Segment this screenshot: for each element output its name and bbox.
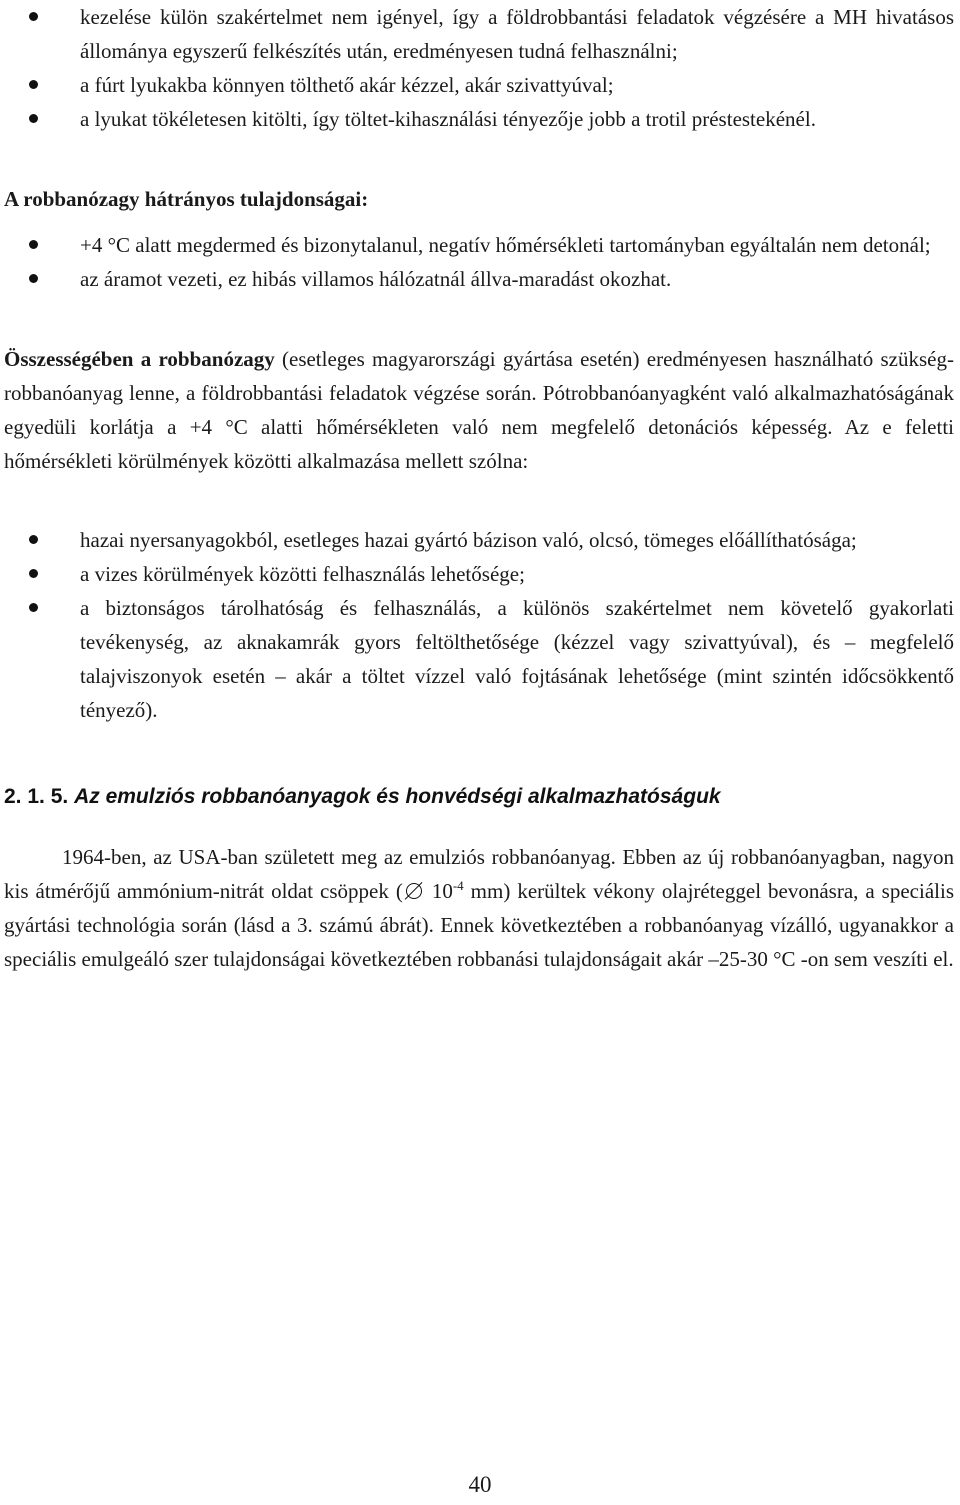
emulsion-text-part1: 1964-ben, az USA-ban született meg az emulziós robbanóanyag. Ebben az új robbanóanyagban, nagyon kis átmérőjű ammónium-nitrát oldat csöppek ( [4,845,954,903]
disadvantages-heading: A robbanózagy hátrányos tulajdonságai: [4,187,369,211]
section-heading [4,785,721,809]
list-item: a biztonságos tárolhatóság és felhasználás, a különös szakértelmet nem követelő gyakorlati tevékenység, az aknakamrák gyors feltölthetősége (kézzel vagy szivattyúval), és – megfelelő talajviszonyok esetén – akár a töltet vízzel való fojtásának lehetősége (mint szintén időcsökkentő tényező). [0,591,960,727]
summary-paragraph [0,342,960,478]
summary-bold-lead: Összességében a robbanózagy [4,347,275,371]
emulsion-value: 10 [424,879,453,903]
list-item: a lyukat tökéletesen kitölti, így töltet-kihasználási tényezője jobb a trotil préstestekénél. [0,102,960,136]
disadvantages-heading-block [0,182,960,216]
list-item: kezelése külön szakértelmet nem igényel, így a földrobbantási feladatok végzésére a MH hivatásos állománya egyszerű felkészítés után, eredményesen tudná felhasználni; [0,0,960,68]
section-number: 2. 1. 5. [4,785,69,808]
list-item: +4 °C alatt megdermed és bizonytalanul, negatív hőmérsékleti tartományban egyáltalán nem detonál; [0,228,960,262]
list-item: hazai nyersanyagokból, esetleges hazai gyártó bázison való, olcsó, tömeges előállíthatósága; [0,523,960,557]
disadvantages-list [0,228,960,296]
page-number: 40 [468,1472,492,1497]
advantages-list-top [0,0,960,136]
list-item: az áramot vezeti, ez hibás villamos hálózatnál állva-maradást okozhat. [0,262,960,296]
list-item: a fúrt lyukakba könnyen tölthető akár kézzel, akár szivattyúval; [0,68,960,102]
summary-block [0,342,960,478]
section-title: Az emulziós robbanóanyagok és honvédségi alkalmazhatóságuk [74,785,721,808]
emulsion-exponent: -4 [452,878,464,893]
emulsion-text-part2: mm) kerültek vékony olajréteggel bevonásra, a speciális gyártási technológia során (lásd a 3. számú ábrát). Ennek következtében a robbanóanyag vízálló, ugyanakkor a speciális emulgeáló szer tulajdonságai következtében robbanási tulajdonságait akár –25-30 °C -on sem veszíti el. [4,879,954,971]
list-item: a vizes körülmények közötti felhasználás lehetősége; [0,557,960,591]
advantages-list [0,523,960,727]
diameter-icon [405,882,423,900]
emulsion-block [0,840,960,976]
emulsion-paragraph [0,840,960,976]
summary-text: (esetleges magyarországi gyártása esetén) eredményesen használható szükség-robbanóanyag lenne, a földrobbantási feladatok végzése során. Pótrobbanóanyagként való alkalmazhatóságának egyedüli korlátja a +4 °C alatti hőmérsékleten való nem megfelelő detonációs képesség. Az e feletti hőmérsékleti körülmények közötti alkalmazása mellett szólna: [4,347,954,473]
